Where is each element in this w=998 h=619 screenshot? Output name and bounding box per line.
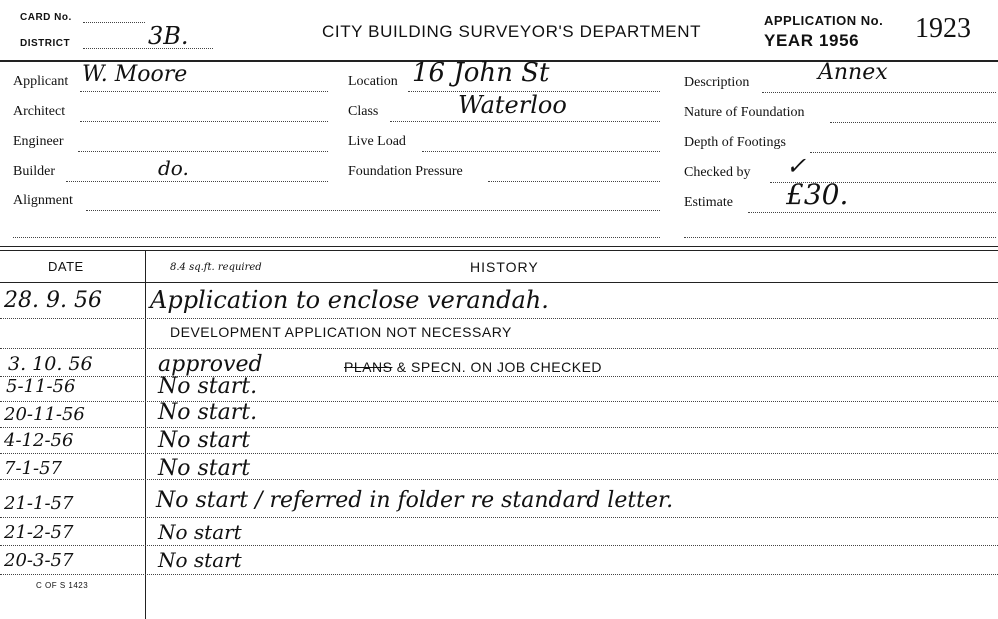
date-header: DATE bbox=[48, 259, 84, 274]
row-rule bbox=[0, 401, 998, 402]
history-date: 7-1-57 bbox=[4, 458, 62, 479]
history-entry: No start / referred in folder re standard letter. bbox=[156, 488, 674, 513]
history-date: 21-1-57 bbox=[4, 493, 74, 514]
row-rule bbox=[0, 517, 998, 518]
year-label: YEAR 1956 bbox=[764, 31, 860, 50]
history-note: 8.4 sq.ft. required bbox=[170, 262, 262, 273]
estimate-line bbox=[748, 212, 996, 213]
history-rule-top-2 bbox=[0, 250, 998, 251]
district-label: DISTRICT bbox=[20, 38, 71, 49]
history-date: 21-2-57 bbox=[4, 522, 74, 543]
history-entry: approved bbox=[158, 352, 263, 377]
history-entry: No start bbox=[158, 548, 242, 572]
history-date: 5-11-56 bbox=[6, 376, 76, 397]
description-value: Annex bbox=[818, 60, 888, 85]
history-date: 3. 10. 56 bbox=[8, 353, 93, 375]
row-rule bbox=[0, 574, 998, 575]
application-number: 1923 bbox=[915, 13, 971, 44]
date-column-divider bbox=[145, 251, 146, 619]
history-date: 4-12-56 bbox=[4, 430, 74, 451]
estimate-label: Estimate bbox=[684, 195, 733, 210]
history-stamp-plans bbox=[344, 359, 602, 375]
depth-footings-label: Depth of Footings bbox=[684, 135, 786, 150]
builder-line bbox=[66, 181, 328, 182]
history-entry: Application to enclose verandah. bbox=[150, 286, 549, 314]
class-line bbox=[390, 121, 660, 122]
engineer-line bbox=[78, 151, 328, 152]
applicant-label: Applicant bbox=[13, 74, 69, 89]
row-rule bbox=[0, 545, 998, 546]
blank-line-2 bbox=[684, 237, 996, 238]
row-rule bbox=[0, 376, 998, 377]
checked-by-value: ✓ bbox=[786, 152, 807, 180]
description-label: Description bbox=[684, 75, 750, 90]
location-label: Location bbox=[348, 74, 398, 89]
applicant-line bbox=[80, 91, 328, 92]
row-rule bbox=[0, 348, 998, 349]
history-entry: No start bbox=[158, 428, 251, 453]
location-value: 16 John St bbox=[412, 58, 550, 88]
history-entry: No start. bbox=[158, 400, 258, 425]
alignment-line bbox=[86, 210, 660, 211]
history-header: HISTORY bbox=[470, 259, 539, 275]
form-code: C OF S 1423 bbox=[36, 581, 89, 590]
depth-footings-line bbox=[810, 152, 996, 153]
checked-by-label: Checked by bbox=[684, 165, 751, 180]
applicant-value: W. Moore bbox=[82, 62, 188, 87]
history-header-rule bbox=[0, 282, 998, 283]
history-date: 20-3-57 bbox=[4, 550, 74, 571]
application-no-label: APPLICATION No. bbox=[764, 13, 884, 28]
row-rule bbox=[0, 427, 998, 428]
architect-line bbox=[80, 121, 328, 122]
department-title: CITY BUILDING SURVEYOR'S DEPARTMENT bbox=[322, 22, 702, 41]
class-label: Class bbox=[348, 104, 379, 119]
foundation-pressure-line bbox=[488, 181, 660, 182]
architect-label: Architect bbox=[13, 104, 66, 119]
row-rule bbox=[0, 318, 998, 319]
struck-word: PLANS bbox=[344, 359, 393, 375]
engineer-label: Engineer bbox=[13, 134, 64, 149]
description-line bbox=[762, 92, 996, 93]
builder-label: Builder bbox=[13, 164, 55, 179]
district-value: 3B. bbox=[148, 22, 189, 50]
live-load-line bbox=[422, 151, 660, 152]
history-entry: No start. bbox=[158, 374, 258, 399]
alignment-label: Alignment bbox=[13, 193, 73, 208]
foundation-pressure-label: Foundation Pressure bbox=[348, 164, 463, 179]
builder-value: do. bbox=[158, 156, 189, 180]
history-entry: No start bbox=[158, 456, 251, 481]
estimate-value: £30. bbox=[786, 178, 849, 211]
nature-foundation-label: Nature of Foundation bbox=[684, 105, 805, 120]
stamp-rest: & SPECN. ON JOB CHECKED bbox=[392, 359, 603, 375]
row-rule bbox=[0, 479, 998, 480]
history-entry: No start bbox=[158, 520, 242, 544]
blank-line-1 bbox=[13, 237, 660, 238]
history-rule-top-1 bbox=[0, 246, 998, 247]
history-stamp-development: DEVELOPMENT APPLICATION NOT NECESSARY bbox=[170, 324, 512, 340]
nature-foundation-line bbox=[830, 122, 996, 123]
card-no-label: CARD No. bbox=[20, 12, 72, 23]
live-load-label: Live Load bbox=[348, 134, 406, 149]
class-value: Waterloo bbox=[458, 91, 567, 119]
history-date: 28. 9. 56 bbox=[4, 288, 102, 313]
card-no-line bbox=[83, 22, 145, 23]
row-rule bbox=[0, 453, 998, 454]
history-date: 20-11-56 bbox=[4, 404, 85, 425]
